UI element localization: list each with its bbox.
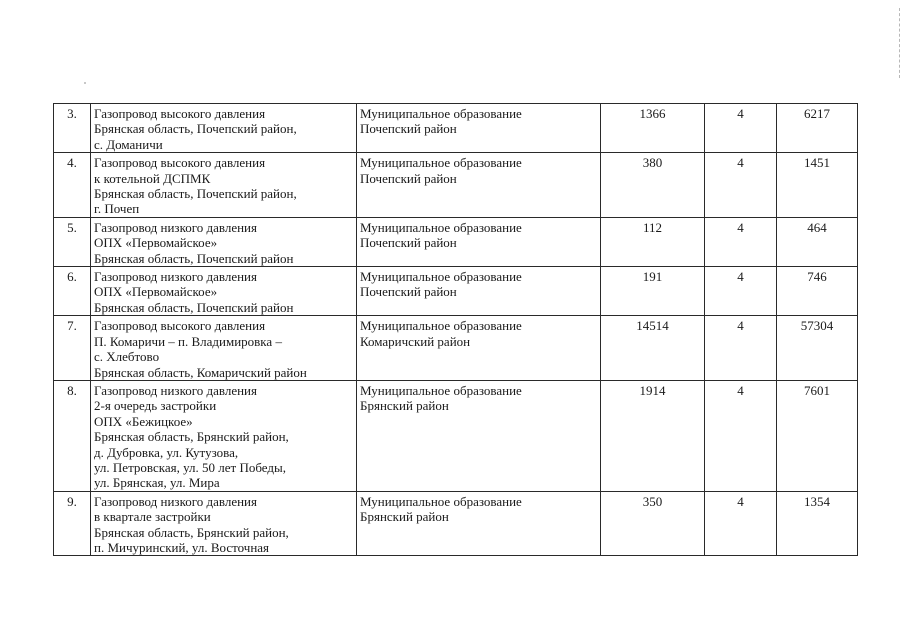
owner-cell [357,104,601,153]
owner-line: Муниципальное образование [360,318,522,334]
cost-cell: 746 [777,267,858,316]
length-cell: 380 [601,153,705,218]
category-cell: 4 [705,104,777,153]
table-row [54,217,858,266]
object-name-line: Газопровод низкого давления [94,493,257,509]
object-name-cell [91,316,357,381]
owner-cell [357,153,601,218]
object-name-line: в квартале застройки [94,509,211,525]
cost-cell: 1354 [777,491,858,556]
gas-pipeline-table [53,103,858,556]
object-name-line: Газопровод низкого давления [94,269,257,285]
owner-cell [357,491,601,556]
owner-line: Муниципальное образование [360,106,522,121]
length-cell: 14514 [601,316,705,381]
object-name-line: Газопровод высокого давления [94,318,266,334]
object-name-line: ОПХ «Первомайское» [94,235,218,251]
length-cell: 1914 [601,380,705,491]
object-name-line: д. Дубровка, ул. Кутузова, [94,444,239,460]
row-number-cell: 4. [54,153,91,218]
object-name-line: ул. Петровская, ул. 50 лет Победы, [94,459,286,475]
table-row [54,104,858,153]
owner-line: Брянский район [360,509,449,525]
object-name-line: г. Почеп [94,201,140,217]
owner-cell [357,267,601,316]
length-cell: 191 [601,267,705,316]
scan-artifact-dot [84,82,86,84]
owner-line: Муниципальное образование [360,382,522,398]
owner-line: Муниципальное образование [360,269,522,285]
object-name-line: Брянская область, Комаричский район [94,364,307,380]
owner-cell [357,380,601,491]
object-name-line: П. Комаричи – п. Владимировка – [94,333,282,349]
table-body [54,104,858,556]
object-name-line: Брянская область, Брянский район, [94,524,289,540]
cost-cell: 464 [777,217,858,266]
object-name-cell [91,267,357,316]
table-row [54,380,858,491]
object-name-cell [91,104,357,153]
row-number-cell: 6. [54,267,91,316]
owner-line: Почепский район [360,284,457,300]
object-name-line: п. Мичуринский, ул. Восточная [94,539,270,555]
object-name-line: с. Хлебтово [94,349,160,365]
cost-cell: 7601 [777,380,858,491]
object-name-line: Брянская область, Брянский район, [94,429,289,445]
row-number-cell: 3. [54,104,91,153]
table-row [54,153,858,218]
object-name-line: ул. Брянская, ул. Мира [94,475,220,491]
category-cell: 4 [705,267,777,316]
table-row [54,316,858,381]
object-name-cell [91,380,357,491]
table-row [54,491,858,556]
owner-line: Брянский район [360,398,449,414]
owner-cell [357,217,601,266]
object-name-line: ОПХ «Бежицкое» [94,413,193,429]
row-number-cell: 9. [54,491,91,556]
owner-line: Муниципальное образование [360,155,522,171]
category-cell: 4 [705,316,777,381]
object-name-line: с. Доманичи [94,136,163,152]
owner-line: Муниципальное образование [360,219,522,235]
owner-cell [357,316,601,381]
object-name-line: Брянская область, Почепский район, [94,121,297,137]
table-row [54,267,858,316]
owner-line: Почепский район [360,170,457,186]
object-name-cell [91,153,357,218]
length-cell: 350 [601,491,705,556]
cost-cell: 6217 [777,104,858,153]
object-name-line: Газопровод высокого давления [94,106,266,121]
category-cell: 4 [705,217,777,266]
object-name-line: Газопровод высокого давления [94,155,266,171]
cost-cell: 57304 [777,316,858,381]
scan-artifact-line [899,8,901,78]
owner-line: Почепский район [360,121,457,137]
owner-line: Почепский район [360,235,457,251]
object-name-line: Газопровод низкого давления [94,219,257,235]
object-name-line: Брянская область, Почепский район [94,299,294,315]
length-cell: 1366 [601,104,705,153]
object-name-cell [91,217,357,266]
object-name-line: Брянская область, Почепский район [94,250,294,266]
length-cell: 112 [601,217,705,266]
category-cell: 4 [705,153,777,218]
category-cell: 4 [705,491,777,556]
object-name-line: 2-я очередь застройки [94,398,217,414]
object-name-line: Газопровод низкого давления [94,382,257,398]
object-name-line: Брянская область, Почепский район, [94,186,297,202]
object-name-line: к котельной ДСПМК [94,170,211,186]
owner-line: Муниципальное образование [360,493,522,509]
object-name-cell [91,491,357,556]
cost-cell: 1451 [777,153,858,218]
object-name-line: ОПХ «Первомайское» [94,284,218,300]
owner-line: Комаричский район [360,333,471,349]
row-number-cell: 7. [54,316,91,381]
category-cell: 4 [705,380,777,491]
row-number-cell: 8. [54,380,91,491]
row-number-cell: 5. [54,217,91,266]
